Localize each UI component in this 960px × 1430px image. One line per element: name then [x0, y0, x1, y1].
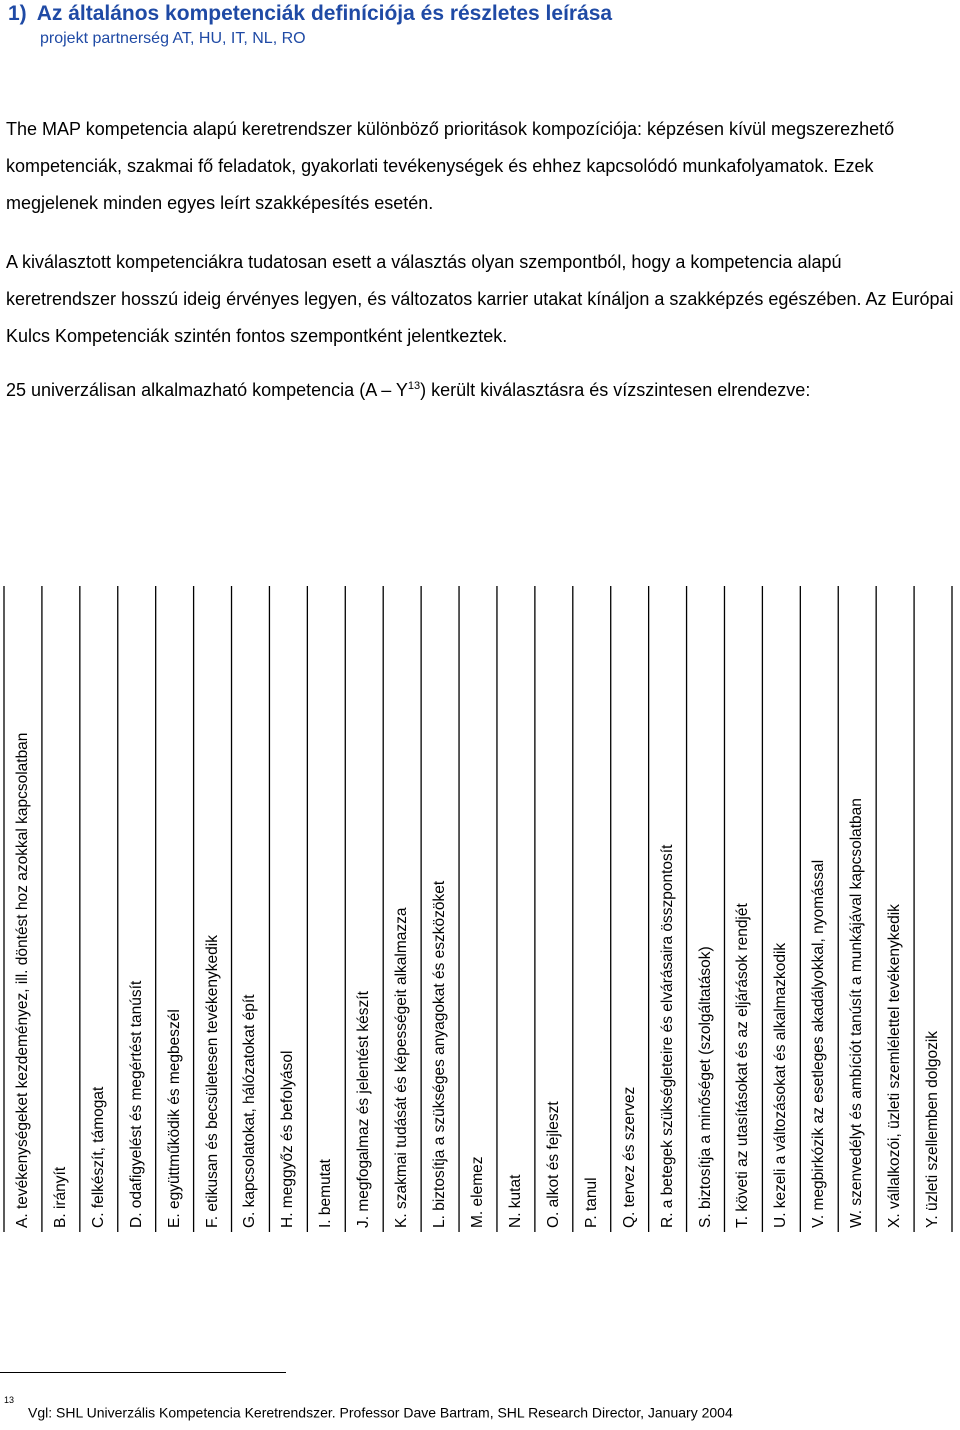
footnote-reference[interactable]: 13 [407, 380, 421, 392]
section-heading [8, 2, 612, 26]
competency-u: U. kezeli a változásokat és alkalmazkodik [772, 942, 790, 1228]
competency-s: S. biztosítja a minőséget (szolgáltatások) [696, 946, 714, 1228]
competency-v: V. megbirkózik az esetleges akadályokkal, nyomással [810, 859, 828, 1228]
competency-x: X. vállalkozói, üzleti szemlélettel tevékenykedik [886, 904, 904, 1228]
p3-text-start: 25 univerzálisan alkalmazható kompetencia (A – Y [6, 380, 408, 400]
p3-text-end: ) került kiválasztásra és vízszintesen elrendezve: [420, 380, 811, 400]
section-title: Az általános kompetenciák definíciója és részletes leírása [36, 2, 613, 25]
competency-e: E. együttműködik és megbeszél [165, 1009, 183, 1228]
footnote [4, 1395, 733, 1421]
selection-paragraph: A kiválasztott kompetenciákra tudatosan esett a választás olyan szempontból, hogy a kompetencia alapú keretrendszer hosszú ideig érvényes legyen, és változatos karrier utakat kínáljon a szakképzés egészében. Az Európai Kulcs Kompetenciák szintén fontos szempontként jelentkeztek. [6, 252, 954, 346]
competency-t: T. követi az utasításokat és az eljárások rendjét [734, 903, 752, 1228]
footnote-text: Vgl: SHL Univerzális Kompetencia Keretrendszer. Professor Dave Bartram, SHL Research Director, January 2004 [28, 1404, 733, 1421]
competency-h: H. meggyőz és befolyásol [279, 1050, 297, 1228]
competency-d: D. odafigyelést és megértést tanúsít [127, 980, 145, 1228]
competency-p: P. tanul [582, 1177, 600, 1228]
competency-l: L. biztosítja a szükséges anyagokat és eszközöket [431, 880, 449, 1228]
competency-c: C. felkészít, támogat [89, 1086, 107, 1228]
competency-q: Q. tervez és szervez [620, 1086, 638, 1228]
competency-j: J. megfogalmaz és jelentést készít [355, 991, 373, 1228]
section-number: 1) [8, 2, 27, 25]
competency-i: I. bemutat [317, 1159, 335, 1228]
footnote-separator [0, 1372, 286, 1373]
competency-r: R. a betegek szükségleteire és elvárásaira összpontosít [658, 844, 676, 1228]
competency-count-paragraph [6, 372, 954, 409]
footnote-number: 13 [4, 1395, 15, 1405]
competency-w: W. szenvedélyt és ambíciót tanúsít a munkájával kapcsolatban [848, 798, 866, 1228]
competency-a: A. tevékenységeket kezdeményez, ill. döntést hoz azokkal kapcsolatban [13, 732, 31, 1228]
section-subtitle: projekt partnerség AT, HU, IT, NL, RO [40, 30, 306, 47]
competency-o: O. alkot és fejleszt [544, 1101, 562, 1228]
competency-k: K. szakmai tudását és képességeit alkalmazza [393, 907, 411, 1228]
competency-n: N. kutat [506, 1174, 524, 1228]
competency-g: G. kapcsolatokat, hálózatokat épít [241, 994, 259, 1228]
competency-f: F. etikusan és becsületesen tevékenykedik [203, 935, 221, 1228]
competency-y: Y. üzleti szellemben dolgozik [924, 1030, 942, 1228]
intro-paragraph: The MAP kompetencia alapú keretrendszer különböző prioritások kompozíciója: képzésen kívül megszerezhető kompetenciák, szakmai fő feladatok, gyakorlati tevékenységek és ehhez kapcsolódó munkafolyamatok. Ezek megjelenek minden egyes leírt szakképesítés esetén. [6, 119, 895, 213]
competency-b: B. irányít [51, 1166, 69, 1228]
competency-m: M. elemez [469, 1156, 486, 1228]
